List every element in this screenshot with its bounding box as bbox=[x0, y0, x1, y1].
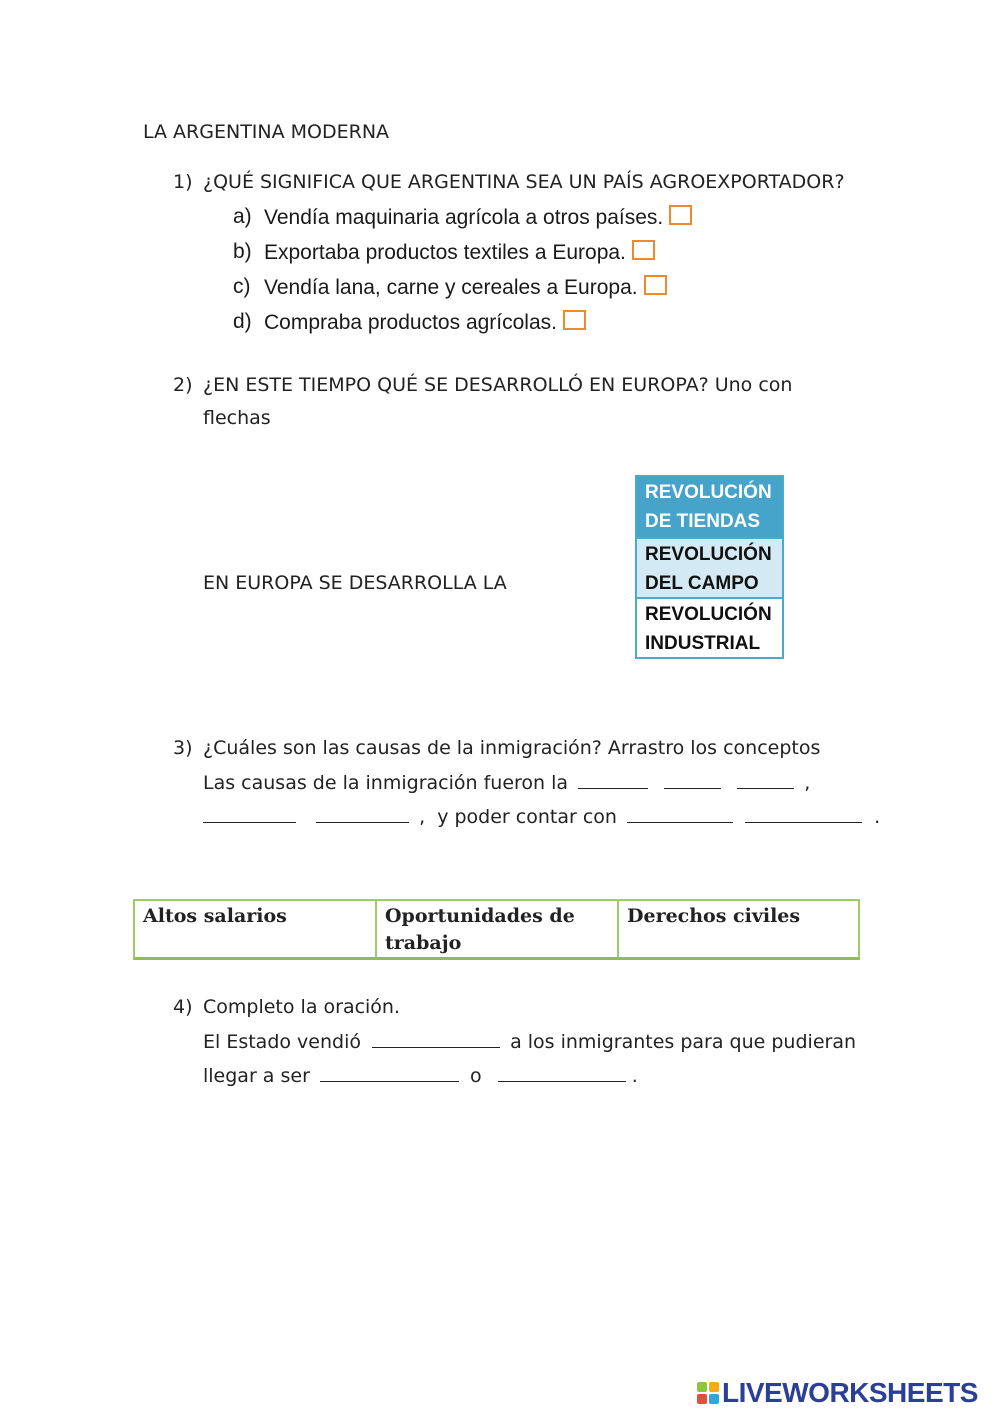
sentence-end: . bbox=[874, 806, 881, 828]
concept-oportunidades-de-trabajo[interactable] bbox=[377, 901, 619, 957]
page-title: LA ARGENTINA MODERNA bbox=[143, 121, 390, 143]
question-text: ¿QUÉ SIGNIFICA QUE ARGENTINA SEA UN PAÍS AGROEXPORTADOR? bbox=[203, 171, 845, 193]
blank-input-2[interactable] bbox=[320, 1063, 459, 1082]
choice-revolucion-del-campo[interactable] bbox=[637, 537, 782, 597]
blank-drop-zone-1[interactable] bbox=[578, 770, 648, 789]
blank-drop-zone-4[interactable] bbox=[203, 804, 296, 823]
sentence-prefix: llegar a ser bbox=[203, 1065, 310, 1087]
question-3-number: 3) bbox=[173, 737, 193, 759]
blank-drop-zone-2[interactable] bbox=[664, 770, 721, 789]
logo-mark-icon bbox=[697, 1382, 719, 1404]
logo-square-i bbox=[709, 1382, 719, 1392]
sentence-suffix: a los inmigrantes para que pudieran bbox=[510, 1031, 857, 1053]
choice-line: DEL CAMPO bbox=[645, 573, 759, 594]
blank-input-1[interactable] bbox=[372, 1029, 500, 1048]
logo-square-e bbox=[709, 1394, 719, 1404]
sentence-end: . bbox=[631, 1065, 638, 1087]
blank-drop-zone-3[interactable] bbox=[737, 770, 794, 789]
choice-line: REVOLUCIÓN bbox=[645, 544, 772, 565]
question-3-sentence-line2 bbox=[203, 804, 880, 828]
option-d-checkbox[interactable] bbox=[563, 310, 586, 330]
question-4-sentence-line1 bbox=[203, 1029, 856, 1053]
blank-drop-zone-5[interactable] bbox=[316, 804, 409, 823]
question-3-sentence-line1 bbox=[203, 770, 810, 794]
choice-revolucion-de-tiendas[interactable] bbox=[637, 477, 782, 537]
choice-line: INDUSTRIAL bbox=[645, 633, 761, 654]
blank-input-3[interactable] bbox=[498, 1063, 626, 1082]
logo-square-l bbox=[697, 1382, 707, 1392]
choice-line: DE TIENDAS bbox=[645, 511, 761, 532]
concept-derechos-civiles[interactable] bbox=[619, 901, 858, 957]
choice-revolucion-industrial[interactable] bbox=[637, 597, 782, 657]
question-number: 1) bbox=[173, 171, 193, 193]
option-letter: c) bbox=[233, 275, 251, 298]
option-a-checkbox[interactable] bbox=[669, 205, 692, 225]
option-letter: d) bbox=[233, 310, 252, 333]
option-b-checkbox[interactable] bbox=[632, 240, 655, 260]
match-prompt[interactable]: EN EUROPA SE DESARROLLA LA bbox=[203, 572, 507, 594]
sentence-prefix: El Estado vendió bbox=[203, 1031, 361, 1053]
separator: , bbox=[804, 772, 811, 794]
question-4-number: 4) bbox=[173, 996, 193, 1018]
choice-line: REVOLUCIÓN bbox=[645, 604, 772, 625]
question-2-text-line1: ¿EN ESTE TIEMPO QUÉ SE DESARROLLÓ EN EUROPA? Uno con bbox=[203, 374, 793, 396]
question-2-number: 2) bbox=[173, 374, 193, 396]
separator: , bbox=[419, 806, 426, 828]
logo-text: LIVEWORKSHEETS bbox=[722, 1377, 978, 1408]
option-letter: a) bbox=[233, 205, 252, 228]
blank-drop-zone-6[interactable] bbox=[627, 804, 733, 823]
sentence-middle: y poder contar con bbox=[437, 806, 617, 828]
concepts-bank bbox=[133, 899, 860, 960]
concept-line: Altos salarios bbox=[143, 905, 287, 927]
blank-drop-zone-7[interactable] bbox=[745, 804, 862, 823]
option-c-checkbox[interactable] bbox=[644, 275, 667, 295]
option-text: Compraba productos agrícolas. bbox=[264, 311, 557, 334]
concept-line: Derechos civiles bbox=[627, 905, 801, 927]
revolution-choices bbox=[635, 475, 784, 659]
sentence-middle: o bbox=[469, 1065, 482, 1087]
concept-altos-salarios[interactable] bbox=[135, 901, 377, 957]
question-2-text-line2: flechas bbox=[203, 407, 271, 429]
concept-line: trabajo bbox=[385, 932, 462, 954]
question-4-sentence-line2 bbox=[203, 1063, 638, 1087]
option-text: Vendía maquinaria agrícola a otros países. bbox=[264, 206, 664, 229]
sentence-prefix: Las causas de la inmigración fueron la bbox=[203, 772, 569, 794]
option-letter: b) bbox=[233, 240, 252, 263]
question-3-text: ¿Cuáles son las causas de la inmigración? Arrastro los conceptos bbox=[203, 737, 821, 759]
liveworksheets-logo bbox=[697, 1377, 978, 1409]
question-4-heading: Completo la oración. bbox=[203, 996, 401, 1018]
option-text: Vendía lana, carne y cereales a Europa. bbox=[264, 276, 638, 299]
option-text: Exportaba productos textiles a Europa. bbox=[264, 241, 626, 264]
choice-line: REVOLUCIÓN bbox=[645, 482, 772, 503]
logo-square-v bbox=[697, 1394, 707, 1404]
concept-line: Oportunidades de bbox=[385, 905, 575, 927]
